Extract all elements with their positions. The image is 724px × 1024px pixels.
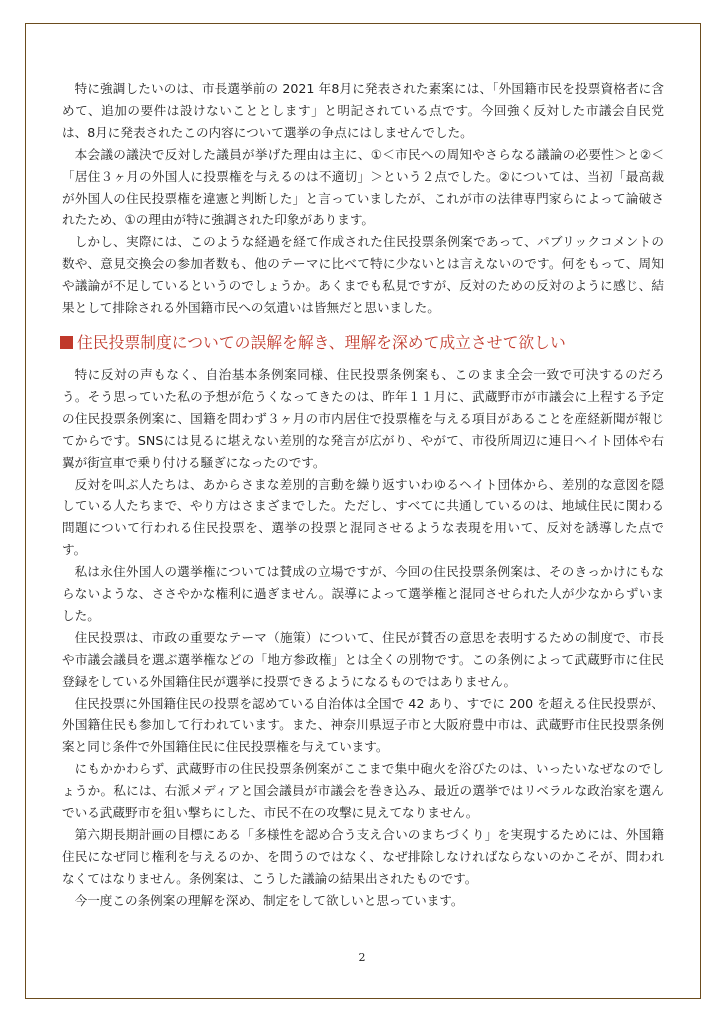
paragraph: 反対を叫ぶ人たちは、あからさまな差別的言動を繰り返すいわゆるヘイト団体から、差別的な意図を隠している人たちまで、やり方はさまざまでした。ただし、すべてに共通しているのは、地域住民に関わる問題について行われる住民投票を、選挙の投票と混同させるような表現を用いて、反対を誘導した点です。 [62,476,664,558]
paragraph: 住民投票に外国籍住民の投票を認めている自治体は全国で 42 あり、すでに 200 を超える住民投票が、外国籍住民も参加して行われています。また、神奈川県逗子市と大阪府豊中市は、武蔵野市住民投票条例案と同じ条件で外国籍住民に住民投票権を与えています。 [62,695,664,755]
paragraph: 本会議の議決で反対した議員が挙げた理由は主に、①＜市民への周知やさらなる議論の必要性＞と②＜「居住３ヶ月の外国人に投票権を与えるのは不適切」＞という２点でした。②については、当初「最高裁が外国人の住民投票権を違憲と判断した」と言っていましたが、これが市の法律専門家らによって論破されたため、①の理由が特に強調された印象があります。 [62,146,664,228]
paragraph: 特に強調したいのは、市長選挙前の 2021 年8月に発表された素案には、「外国籍市民を投票資格者に含めて、追加の要件は設けないこととします」と明記されている点です。今回強く反対した市議会自民党は、8月に発表されたこの内容について選挙の争点にはしませんでした。 [62,81,664,140]
section-heading [60,331,664,355]
article-body [62,78,664,912]
section-heading-text: 住民投票制度についての誤解を解き、理解を深めて成立させて欲しい [77,332,566,352]
page-number: 2 [358,951,366,964]
paragraph: 特に反対の声もなく、自治基本条例案同様、住民投票条例案も、このまま全会一致で可決するのだろう。そう思っていた私の予想が危うくなってきたのは、昨年１１月に、武蔵野市が市議会に上程する予定の住民投票条例案に、国籍を問わず３ヶ月の市内居住で投票権を与える項目があることを産経新聞が報じてからです。SNSには見るに堪えない差別的な発言が広がり、やがて、市役所周辺に連日ヘイト団体や右翼が街宣車で乗り付ける騒ぎになったのです。 [62,366,664,470]
paragraph: しかし、実際には、このような経過を経て作成された住民投票条例案であって、パブリックコメントの数や、意見交換会の参加者数も、他のテーマに比べて特に少ないとは言えないのです。何をもって、周知や議論が不足しているというのでしょうか。あくまでも私見ですが、反対のための反対のように感じ、結果として排除される外国籍市民への気遣いは皆無だと思いました。 [62,234,664,316]
paragraph: 第六期長期計画の目標にある「多様性を認め合う支え合いのまちづくり」を実現するためには、外国籍住民になぜ同じ権利を与えるのか、を問うのではなく、なぜ排除しなければならないのかこそが、問われなくてはなりません。条例案は、こうした議論の結果出されたものです。 [62,827,664,886]
square-bullet-icon [60,336,73,349]
paragraph: 今一度この条例案の理解を深め、制定をして欲しいと思っています。 [74,892,464,908]
paragraph: 私は永住外国人の選挙権については賛成の立場ですが、今回の住民投票条例案は、そのきっかけにもならないような、ささやかな権利に過ぎません。誤導によって選挙権と混同させられた人が少なからずいました。 [62,564,664,623]
paragraph: 住民投票は、市政の重要なテーマ（施策）について、住民が賛否の意思を表明するための制度で、市長や市議会議員を選ぶ選挙権などの「地方参政権」とは全くの別物です。この条例によって武蔵野市に住民登録をしている外国籍住民が選挙に投票できるようになるものではありません。 [62,629,664,689]
paragraph: にもかかわらず、武蔵野市の住民投票条例案がここまで集中砲火を浴びたのは、いったいなぜなのでしょうか。私には、右派メディアと国会議員が市議会を巻き込み、最近の選挙ではリベラルな政治家を選んでいる武蔵野市を狙い撃ちにした、市民不在の攻撃に見えてなりません。 [62,761,664,821]
